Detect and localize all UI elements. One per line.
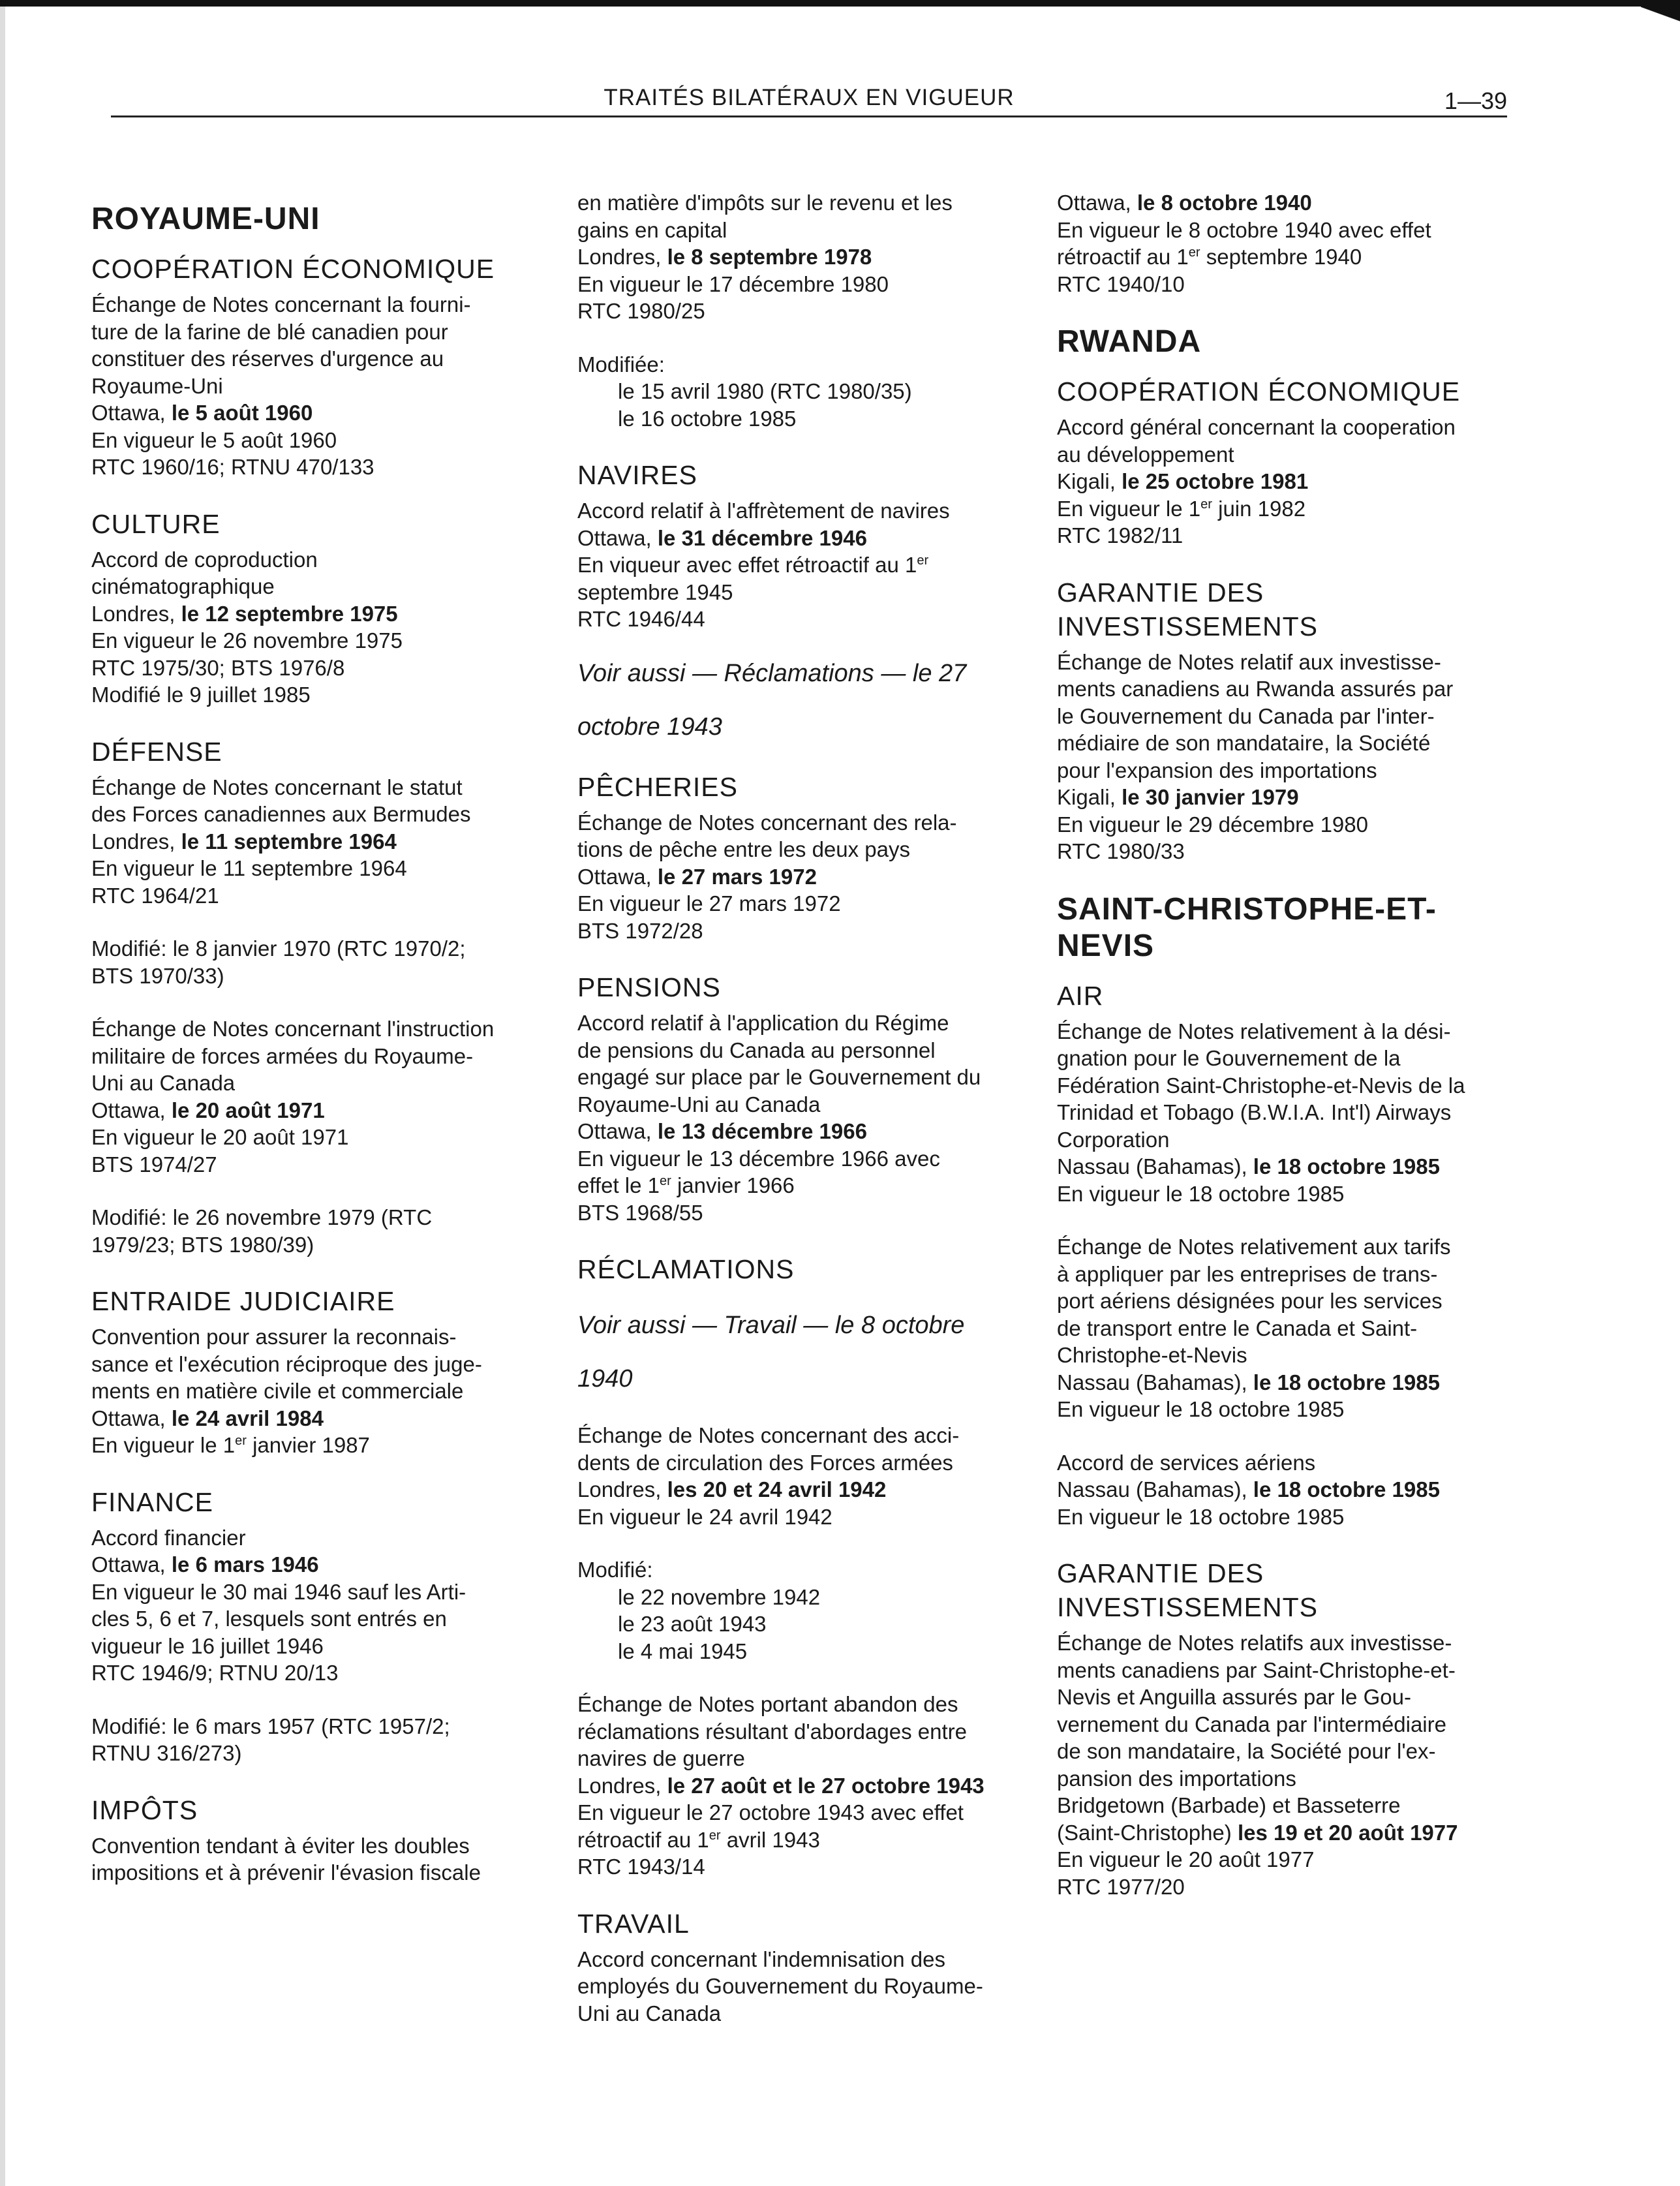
ordinal-superscript: er: [235, 1434, 247, 1448]
entry-line: [1057, 243, 1527, 271]
entry-line: Royaume-Uni au Canada: [577, 1092, 821, 1116]
entry-line: [1057, 1476, 1527, 1503]
section-heading: IMPÔTS: [91, 1794, 198, 1825]
entry-line: [1057, 1369, 1527, 1396]
signature-date: le 27 août et le 27 octobre 1943: [667, 1773, 985, 1798]
treaty-entry: [91, 935, 548, 989]
treaty-entry: [91, 291, 548, 481]
entry-line: RTNU 316/273): [91, 1741, 242, 1765]
ordinal-superscript: er: [1188, 245, 1200, 260]
country-heading: SAINT-CHRISTOPHE-ET-NEVIS: [1057, 891, 1437, 963]
entry-line: engagé sur place par le Gouvernement du: [577, 1065, 981, 1089]
signature-date: le 18 octobre 1985: [1253, 1370, 1440, 1394]
line-text: le 16 octobre 1985: [618, 406, 797, 431]
line-text: Londres,: [577, 1477, 667, 1501]
entry-line: 1940: [577, 1365, 633, 1393]
entry-line: port aériens désignées pour les services: [1057, 1289, 1443, 1313]
signature-date: les 19 et 20 août 1977: [1237, 1820, 1458, 1845]
entry-line: En vigueur le 18 octobre 1985: [1057, 1504, 1345, 1529]
entry-line: Voir aussi — Travail — le 8 octobre: [577, 1312, 965, 1339]
entry-line: ments en matière civile et commerciale: [91, 1379, 464, 1403]
entry-line: Échange de Notes relatif aux investisse-: [1057, 649, 1441, 674]
entry-line: Échange de Notes portant abandon des: [577, 1692, 958, 1716]
treaty-entry: [577, 1009, 1034, 1226]
ordinal-superscript: er: [709, 1828, 721, 1843]
line-text: Ottawa,: [91, 1098, 172, 1122]
entry-line: Modifié: le 26 novembre 1979 (RTC: [91, 1205, 433, 1229]
treaty-entry: [577, 809, 1034, 945]
country-heading: ROYAUME-UNI: [91, 202, 320, 236]
entry-line: En vigueur le 30 mai 1946 sauf les Arti-: [91, 1579, 466, 1604]
entry-line: En vigueur le 18 octobre 1985: [1057, 1181, 1345, 1206]
entry-line: de pensions du Canada au personnel: [577, 1038, 936, 1062]
signature-date: les 20 et 24 avril 1942: [667, 1477, 887, 1501]
entry-line: En vigueur le 26 novembre 1975: [91, 628, 403, 653]
line-text: En vigueur le 1: [1057, 496, 1201, 521]
entry-line: RTC 1946/9; RTNU 20/13: [91, 1661, 339, 1685]
signature-date: le 27 mars 1972: [657, 864, 817, 889]
treaty-entry: [91, 546, 548, 709]
entry-line: [91, 1405, 548, 1432]
entry-line: impositions et à prévenir l'évasion fiscale: [91, 1860, 481, 1885]
line-text: avril 1943: [720, 1827, 820, 1852]
entry-line: vigueur le 16 juillet 1946: [91, 1633, 324, 1658]
section-heading: COOPÉRATION ÉCONOMIQUE: [91, 254, 495, 284]
entry-line: ture de la farine de blé canadien pour: [91, 319, 448, 344]
line-text: Ottawa,: [577, 864, 658, 889]
entry-line: [577, 551, 1034, 579]
entry-line: de son mandataire, la Société pour l'ex-: [1057, 1739, 1436, 1763]
section-heading: NAVIRES: [577, 460, 697, 490]
entry-line: [1057, 468, 1527, 495]
entry-line: Échange de Notes relativement aux tarifs: [1057, 1235, 1451, 1259]
entry-line: [91, 1551, 548, 1578]
entry-line: En vigueur le 20 août 1977: [1057, 1847, 1315, 1871]
entry-line: Modifié: le 8 janvier 1970 (RTC 1970/2;: [91, 936, 466, 961]
line-text: janvier 1966: [671, 1173, 795, 1197]
entry-line: septembre 1945: [577, 579, 733, 604]
signature-date: le 20 août 1971: [171, 1098, 325, 1122]
country-heading: RWANDA: [1057, 324, 1202, 359]
line-text: Ottawa,: [91, 401, 172, 425]
entry-line: Modifié:: [577, 1558, 653, 1582]
entry-line: Trinidad et Tobago (B.W.I.A. Int'l) Airways: [1057, 1100, 1452, 1124]
cross-reference: [577, 659, 1034, 741]
entry-line: [577, 1638, 1034, 1665]
signature-date: le 18 octobre 1985: [1253, 1154, 1440, 1178]
entry-line: [577, 1772, 1034, 1800]
ordinal-superscript: er: [917, 553, 929, 568]
entry-line: Échange de Notes concernant le statut: [91, 775, 463, 799]
signature-date: le 12 septembre 1975: [181, 601, 398, 626]
entry-line: RTC 1982/11: [1057, 523, 1184, 547]
ordinal-superscript: er: [660, 1174, 671, 1188]
line-text: Ottawa,: [91, 1406, 172, 1430]
entry-line: BTS 1972/28: [577, 918, 703, 943]
entry-line: Royaume-Uni: [91, 373, 223, 398]
entry-line: vernement du Canada par l'intermédiaire: [1057, 1712, 1446, 1736]
treaty-entry: [1057, 189, 1527, 298]
line-text: Ottawa,: [1057, 191, 1137, 215]
signature-date: le 8 septembre 1978: [667, 245, 872, 269]
treaty-entry: [577, 1946, 1034, 2027]
column-3: [1057, 189, 1527, 1926]
signature-date: le 5 août 1960: [171, 401, 313, 425]
treaty-entry: [577, 189, 1034, 325]
line-text: Ottawa,: [91, 1552, 172, 1577]
scan-edge-top: [0, 0, 1680, 7]
line-text: Londres,: [91, 601, 181, 626]
entry-line: [577, 405, 1034, 433]
line-text: Londres,: [577, 1773, 667, 1798]
entry-line: à appliquer par les entreprises de trans-: [1057, 1261, 1438, 1286]
ordinal-superscript: er: [1200, 497, 1212, 512]
entry-line: employés du Gouvernement du Royaume-: [577, 1974, 983, 1998]
entry-line: Accord relatif à l'application du Régime: [577, 1011, 949, 1035]
entry-line: sance et l'exécution réciproque des juge-: [91, 1351, 482, 1376]
entry-line: militaire de forces armées du Royaume-: [91, 1043, 474, 1068]
entry-line: octobre 1943: [577, 713, 722, 741]
section-heading: ENTRAIDE JUDICIAIRE: [91, 1286, 395, 1316]
entry-line: [577, 863, 1034, 891]
treaty-entry: [577, 351, 1034, 433]
entry-line: de transport entre le Canada et Saint-: [1057, 1316, 1418, 1340]
signature-date: le 8 octobre 1940: [1137, 191, 1312, 215]
line-text: le 4 mai 1945: [618, 1639, 748, 1663]
entry-line: Nevis et Anguilla assurés par le Gou-: [1057, 1685, 1411, 1709]
entry-line: [577, 1584, 1034, 1611]
entry-line: [1057, 189, 1527, 217]
entry-line: Accord financier: [91, 1525, 246, 1550]
treaty-entry: [577, 1691, 1034, 1881]
section-heading: AIR: [1057, 980, 1104, 1011]
treaty-entry: [91, 1015, 548, 1178]
treaty-entry: [1057, 1233, 1527, 1423]
entry-line: Échange de Notes concernant des rela-: [577, 810, 957, 835]
line-text: Londres,: [577, 245, 667, 269]
section-heading: GARANTIE DES INVESTISSEMENTS: [1057, 577, 1319, 641]
treaty-entry: [577, 1556, 1034, 1665]
entry-line: en matière d'impôts sur le revenu et les: [577, 191, 953, 215]
signature-date: le 30 janvier 1979: [1122, 785, 1299, 809]
signature-date: le 24 avril 1984: [171, 1406, 324, 1430]
treaty-entry: [91, 1713, 548, 1767]
treaty-entry: [1057, 414, 1527, 549]
treaty-entry: [577, 497, 1034, 633]
line-text: En viqueur avec effet rétroactif au 1: [577, 553, 917, 577]
cross-reference: [577, 1311, 1034, 1393]
header-rule: [111, 115, 1507, 117]
entry-line: Accord concernant l'indemnisation des: [577, 1947, 945, 1971]
line-text: Nassau (Bahamas),: [1057, 1370, 1253, 1394]
entry-line: Modifié: le 6 mars 1957 (RTC 1957/2;: [91, 1714, 450, 1738]
entry-line: tions de pêche entre les deux pays: [577, 837, 911, 861]
entry-line: Convention pour assurer la reconnais-: [91, 1325, 457, 1349]
line-text: Ottawa,: [577, 1119, 658, 1143]
section-heading: RÉCLAMATIONS: [577, 1254, 795, 1284]
entry-line: En vigueur le 5 août 1960: [91, 427, 337, 452]
entry-line: En vigueur le 29 décembre 1980: [1057, 812, 1368, 837]
entry-line: cles 5, 6 et 7, lesquels sont entrés en: [91, 1607, 447, 1631]
entry-line: [91, 1432, 548, 1459]
entry-line: Accord général concernant la cooperation: [1057, 415, 1456, 439]
entry-line: Échange de Notes concernant l'instruction: [91, 1017, 495, 1041]
entry-line: pansion des importations: [1057, 1766, 1296, 1791]
entry-line: En vigueur le 24 avril 1942: [577, 1504, 832, 1529]
entry-line: au développement: [1057, 442, 1234, 467]
entry-line: ments canadiens par Saint-Christophe-et-: [1057, 1657, 1456, 1682]
entry-line: En vigueur le 8 octobre 1940 avec effet: [1057, 217, 1431, 242]
entry-line: Échange de Notes concernant la fourni-: [91, 292, 471, 316]
entry-line: médiaire de son mandataire, la Société: [1057, 731, 1431, 755]
line-text: janvier 1987: [246, 1433, 370, 1457]
entry-line: RTC 1964/21: [91, 883, 219, 908]
entry-line: Accord de services aériens: [1057, 1450, 1316, 1475]
entry-line: Modifié le 9 juillet 1985: [91, 683, 311, 707]
treaty-entry: [91, 1832, 548, 1886]
entry-line: navires de guerre: [577, 1746, 745, 1770]
entry-line: Corporation: [1057, 1127, 1170, 1152]
entry-line: RTC 1975/30; BTS 1976/8: [91, 655, 345, 680]
entry-line: En vigueur le 17 décembre 1980: [577, 271, 889, 296]
entry-line: Convention tendant à éviter les doubles: [91, 1833, 470, 1858]
signature-date: le 31 décembre 1946: [657, 525, 867, 550]
signature-date: le 11 septembre 1964: [181, 829, 397, 854]
entry-line: [1057, 1819, 1527, 1847]
entry-line: [577, 1118, 1034, 1145]
line-text: Nassau (Bahamas),: [1057, 1154, 1253, 1178]
entry-line: Voir aussi — Réclamations — le 27: [577, 659, 967, 687]
entry-line: Échange de Notes relatifs aux investisse-: [1057, 1631, 1452, 1655]
entry-line: [577, 1476, 1034, 1503]
page-header: [111, 84, 1507, 117]
line-text: rétroactif au 1: [577, 1827, 709, 1852]
line-text: Kigali,: [1057, 469, 1122, 493]
entry-line: gnation pour le Gouvernement de la: [1057, 1046, 1401, 1070]
line-text: septembre 1940: [1200, 245, 1362, 269]
entry-line: [91, 600, 548, 628]
scan-edge-left: [0, 0, 5, 2186]
entry-line: Bridgetown (Barbade) et Basseterre: [1057, 1793, 1401, 1817]
entry-line: Accord relatif à l'affrètement de navires: [577, 499, 950, 523]
section-heading: DÉFENSE: [91, 736, 222, 767]
entry-line: [577, 1826, 1034, 1854]
entry-line: [577, 1610, 1034, 1638]
treaty-entry: [1057, 1629, 1527, 1900]
entry-line: Uni au Canada: [577, 2001, 722, 2025]
entry-line: des Forces canadiennes aux Bermudes: [91, 802, 471, 826]
line-text: le 15 avril 1980 (RTC 1980/35): [618, 379, 912, 403]
line-text: Londres,: [91, 829, 181, 854]
running-title: TRAITÉS BILATÉRAUX EN VIGUEUR: [603, 85, 1015, 110]
signature-date: le 18 octobre 1985: [1253, 1477, 1440, 1501]
entry-line: BTS 1968/55: [577, 1200, 703, 1225]
treaty-entry: [1057, 1018, 1527, 1208]
entry-line: BTS 1974/27: [91, 1152, 217, 1177]
entry-line: gains en capital: [577, 217, 727, 242]
entry-line: En vigueur le 27 octobre 1943 avec effet: [577, 1800, 964, 1824]
scan-corner: [1641, 0, 1680, 46]
treaty-entry: [1057, 649, 1527, 865]
line-text: le 22 novembre 1942: [618, 1584, 821, 1609]
entry-line: cinématographique: [91, 574, 275, 598]
treaty-entry: [91, 1204, 548, 1258]
entry-line: RTC 1946/44: [577, 607, 705, 631]
entry-line: constituer des réserves d'urgence au: [91, 346, 444, 371]
entry-line: Uni au Canada: [91, 1071, 236, 1095]
entry-line: En vigueur le 13 décembre 1966 avec: [577, 1146, 940, 1171]
column-1: [91, 189, 548, 1913]
entry-line: RTC 1980/33: [1057, 839, 1185, 863]
entry-line: [91, 399, 548, 427]
line-text: Kigali,: [1057, 785, 1122, 809]
entry-line: [577, 378, 1034, 405]
entry-line: En vigueur le 11 septembre 1964: [91, 856, 407, 880]
entry-line: RTC 1943/14: [577, 1855, 705, 1879]
section-heading: CULTURE: [91, 508, 221, 539]
section-heading: PÊCHERIES: [577, 771, 738, 802]
entry-line: Christophe-et-Nevis: [1057, 1343, 1247, 1367]
entry-line: [577, 1172, 1034, 1199]
signature-date: le 25 octobre 1981: [1122, 469, 1309, 493]
section-heading: FINANCE: [91, 1486, 213, 1517]
line-text: le 23 août 1943: [618, 1612, 767, 1636]
entry-line: RTC 1977/20: [1057, 1874, 1185, 1899]
section-heading: PENSIONS: [577, 972, 721, 1002]
signature-date: le 13 décembre 1966: [657, 1119, 867, 1143]
entry-line: RTC 1940/10: [1057, 271, 1185, 296]
line-text: En vigueur le 1: [91, 1433, 236, 1457]
column-2: [577, 189, 1034, 2053]
line-text: Nassau (Bahamas),: [1057, 1477, 1253, 1501]
treaty-entry: [91, 1524, 548, 1687]
entry-line: Modifiée:: [577, 352, 665, 377]
entry-line: En vigueur le 27 mars 1972: [577, 891, 841, 916]
treaty-entry: [91, 774, 548, 910]
line-text: Ottawa,: [577, 525, 658, 550]
section-heading: GARANTIE DES INVESTISSEMENTS: [1057, 1558, 1319, 1622]
entry-line: le Gouvernement du Canada par l'inter-: [1057, 703, 1435, 728]
entry-line: En vigueur le 18 octobre 1985: [1057, 1397, 1345, 1421]
entry-line: Fédération Saint-Christophe-et-Nevis de la: [1057, 1073, 1465, 1098]
page-number: 1—39: [1444, 87, 1507, 114]
line-text: effet le 1: [577, 1173, 660, 1197]
section-heading: COOPÉRATION ÉCONOMIQUE: [1057, 377, 1461, 407]
section-heading: TRAVAIL: [577, 1908, 690, 1939]
entry-line: [577, 525, 1034, 552]
entry-line: dents de circulation des Forces armées: [577, 1450, 953, 1475]
entry-line: RTC 1960/16; RTNU 470/133: [91, 455, 374, 479]
entry-line: [91, 1097, 548, 1124]
entry-line: [1057, 495, 1527, 523]
entry-line: [91, 828, 548, 855]
entry-line: Échange de Notes concernant des acci-: [577, 1423, 960, 1447]
entry-line: 1979/23; BTS 1980/39): [91, 1232, 314, 1257]
entry-line: Échange de Notes relativement à la dési-: [1057, 1019, 1451, 1043]
entry-line: [1057, 784, 1527, 811]
line-text: (Saint-Christophe): [1057, 1820, 1238, 1845]
signature-date: le 6 mars 1946: [171, 1552, 319, 1577]
entry-line: RTC 1980/25: [577, 299, 705, 323]
entry-line: [577, 243, 1034, 271]
treaty-entry: [91, 1323, 548, 1459]
entry-line: [1057, 1153, 1527, 1180]
entry-line: Accord de coproduction: [91, 547, 318, 572]
entry-line: pour l'expansion des importations: [1057, 758, 1377, 782]
entry-line: ments canadiens au Rwanda assurés par: [1057, 677, 1454, 701]
entry-line: En vigueur le 20 août 1971: [91, 1125, 349, 1149]
line-text: juin 1982: [1212, 496, 1306, 521]
treaty-entry: [1057, 1449, 1527, 1531]
treaty-entry: [577, 1422, 1034, 1530]
entry-line: réclamations résultant d'abordages entre: [577, 1719, 967, 1744]
line-text: rétroactif au 1: [1057, 245, 1189, 269]
entry-line: BTS 1970/33): [91, 963, 224, 988]
